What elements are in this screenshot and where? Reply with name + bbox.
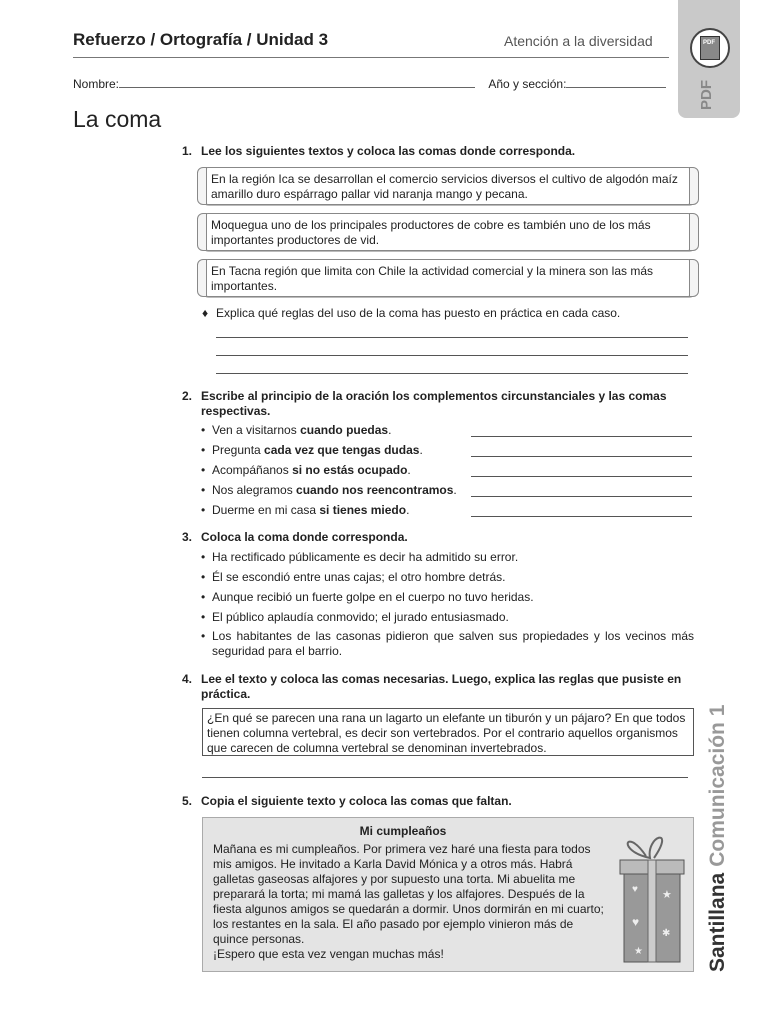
- answer-line[interactable]: [216, 355, 688, 356]
- answer-line[interactable]: [216, 337, 688, 338]
- q3-item: [201, 610, 694, 625]
- q1-text-3: En Tacna región que limita con Chile la actividad comercial y la minera son las más importantes.: [211, 264, 653, 293]
- pdf-label: PDF: [698, 80, 715, 110]
- bullet-icon: •: [201, 590, 206, 604]
- q5-reading-box: [202, 817, 694, 972]
- q5-closing: ¡Espero que esta vez vengan muchas más!: [213, 947, 444, 961]
- q1-sub-text: Explica qué reglas del uso de la coma has puesto en práctica en cada caso.: [216, 306, 621, 320]
- question-3-text: Coloca la coma donde corresponda.: [201, 530, 408, 544]
- q2-item-complement: cuando puedas: [300, 423, 389, 437]
- q2-item-end: .: [407, 463, 411, 477]
- q1-text-2: Moquegua uno de los principales productores de cobre es también uno de los más importantes productores de vid.: [211, 218, 651, 247]
- q1-text-scroll-1: [202, 167, 694, 205]
- svg-text:★: ★: [634, 946, 643, 957]
- q2-item-complement: cuando nos reencontramos: [296, 483, 454, 497]
- header-title: Refuerzo / Ortografía / Unidad 3: [73, 30, 329, 49]
- year-field[interactable]: [566, 76, 666, 88]
- bullet-icon: •: [201, 483, 206, 497]
- q3-item: [201, 550, 694, 565]
- q2-item-end: .: [406, 503, 410, 517]
- q1-text-scroll-3: [202, 259, 694, 297]
- question-4-title: [182, 672, 695, 702]
- svg-text:♥: ♥: [632, 884, 638, 895]
- q2-item: [201, 423, 482, 438]
- answer-line[interactable]: [471, 456, 692, 457]
- diamond-bullet-icon: ♦: [202, 306, 209, 320]
- svg-text:♥: ♥: [632, 915, 640, 929]
- svg-text:SantillanaComunicación 1: [706, 704, 729, 972]
- doc-icon: [700, 36, 720, 60]
- q3-item-text: Él se escondió entre unas cajas; el otro hombre detrás.: [212, 570, 506, 584]
- header-divider: [73, 57, 669, 58]
- q1-sub-bullet: [202, 306, 686, 321]
- question-5-number: 5.: [182, 794, 193, 808]
- answer-line[interactable]: [471, 436, 692, 437]
- gift-box-illustration: [616, 826, 688, 966]
- bullet-icon: •: [201, 570, 206, 584]
- q2-item: [201, 483, 482, 498]
- q1-text-scroll-2: [202, 213, 694, 251]
- q5-box-title: Mi cumpleaños: [359, 824, 447, 838]
- bullet-icon: •: [201, 423, 206, 437]
- q3-item-text: Aunque recibió un fuerte golpe en el cuerpo no tuvo heridas.: [212, 590, 534, 604]
- question-5-text: Copia el siguiente texto y coloca las comas que faltan.: [201, 794, 512, 808]
- page-title: La coma: [73, 106, 162, 132]
- question-2-number: 2.: [182, 389, 193, 403]
- q2-item: [201, 443, 482, 458]
- bullet-icon: •: [201, 503, 206, 517]
- name-field[interactable]: [119, 76, 475, 88]
- q2-item-text: Pregunta: [212, 443, 265, 457]
- q2-item: [201, 463, 482, 478]
- question-1-number: 1.: [182, 144, 193, 158]
- q2-item-end: .: [419, 443, 423, 457]
- publisher-name: Santillana: [706, 872, 729, 972]
- name-row: [73, 76, 666, 91]
- q5-paragraph: Mañana es mi cumpleaños. Por primera vez haré una fiesta para todos mis amigos. He invitado a Karla David Mónica y a otros más. Habrá galletas gaseosas alfajores y por supuesto una torta. Mi abuelita me preparará la torta; mi mamá las galletas y los alfajores. Después de la fiesta algunos amigos se quedarán a dormir. Unos dormirán en mi cuarto; los restantes en la sala. El año pasado por ejemplo vinieron más de quince personas.: [213, 842, 604, 946]
- q1-text-1: En la región Ica se desarrollan el comercio servicios diversos el cultivo de algodón maíz amarillo duro espárrago pallar vid naranja mango y pecana.: [211, 172, 678, 201]
- answer-line[interactable]: [471, 476, 692, 477]
- answer-line[interactable]: [471, 496, 692, 497]
- q4-text-box: ¿En qué se parecen una rana un lagarto un elefante un tiburón y un pájaro? En que todos tienen columna vertebral, es decir son vertebrados. Por el contrario aquellos organismos que carecen de columna vertebral se denominan invertebrados.: [202, 708, 694, 756]
- bullet-icon: •: [201, 550, 206, 564]
- question-2-text: Escribe al principio de la oración los complementos circunstanciales y las comas respectivas.: [201, 389, 667, 418]
- year-label: Año y sección:: [488, 77, 567, 91]
- question-1-text: Lee los siguientes textos y coloca las comas donde corresponda.: [201, 144, 576, 158]
- bullet-icon: •: [201, 610, 206, 624]
- q2-item-end: .: [453, 483, 457, 497]
- header-section: Atención a la diversidad: [504, 33, 653, 49]
- q3-item: [201, 570, 694, 585]
- bullet-icon: •: [201, 443, 206, 457]
- doc-icon-label: PDF: [703, 40, 715, 46]
- svg-text:★: ★: [662, 889, 672, 901]
- bullet-icon: •: [201, 629, 206, 643]
- q2-item-complement: si no estás ocupado: [292, 463, 408, 477]
- bullet-icon: •: [201, 463, 206, 477]
- question-2-title: [182, 389, 695, 419]
- series-name: Comunicación 1: [706, 704, 729, 867]
- q3-item: [201, 629, 694, 659]
- q5-box-text: [213, 842, 608, 962]
- question-3-title: [182, 530, 695, 545]
- q2-item-text: Acompáñanos: [212, 463, 293, 477]
- answer-line[interactable]: [202, 777, 688, 778]
- question-5-title: [182, 794, 695, 809]
- q2-item-text: Ven a visitarnos: [212, 423, 301, 437]
- q2-item-text: Duerme en mi casa: [212, 503, 320, 517]
- q2-item-end: .: [388, 423, 392, 437]
- q2-item-complement: cada vez que tengas dudas: [264, 443, 420, 457]
- answer-line[interactable]: [471, 516, 692, 517]
- q3-item: [201, 590, 694, 605]
- svg-text:✱: ✱: [662, 928, 671, 939]
- q2-item: [201, 503, 482, 518]
- q3-item-text: Los habitantes de las casonas pidieron que salven sus propiedades y los vecinos más seguridad para el barrio.: [212, 629, 694, 658]
- name-label: Nombre:: [73, 77, 120, 91]
- q2-item-complement: si tienes miedo: [319, 503, 407, 517]
- question-3-number: 3.: [182, 530, 193, 544]
- q3-item-text: Ha rectificado públicamente es decir ha admitido su error.: [212, 550, 519, 564]
- answer-line[interactable]: [216, 373, 688, 374]
- question-4-text: Lee el texto y coloca las comas necesarias. Luego, explica las reglas que pusiste en práctica.: [201, 672, 682, 701]
- publisher-brand: [700, 620, 740, 980]
- q2-item-text: Nos alegramos: [212, 483, 297, 497]
- q3-item-text: El público aplaudía conmovido; el jurado entusiasmado.: [212, 610, 509, 624]
- question-1-title: [182, 144, 701, 159]
- question-4-number: 4.: [182, 672, 193, 686]
- pdf-document-icon[interactable]: [690, 28, 730, 68]
